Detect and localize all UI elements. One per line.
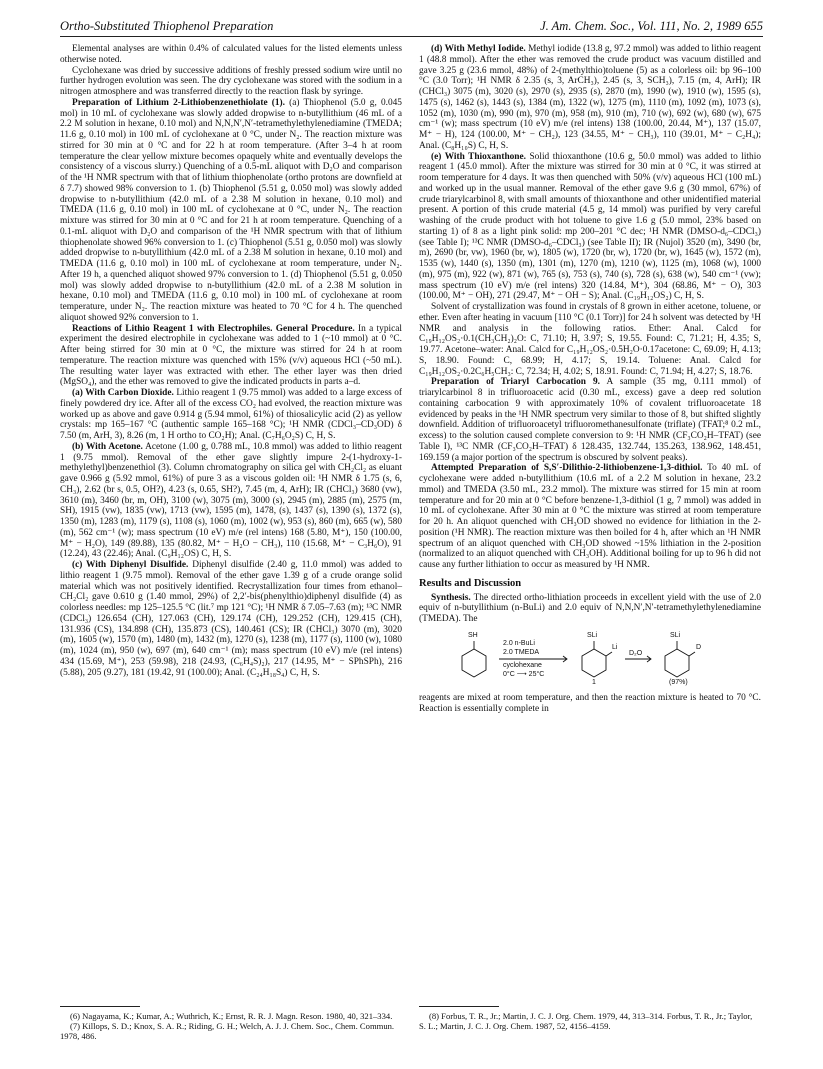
reaction-scheme — [419, 629, 761, 687]
sh-label: SH — [468, 631, 478, 639]
benzene-ring-deuterated — [665, 649, 689, 677]
reagent-label: 2.0 n-BuLi — [503, 639, 535, 647]
paragraph: Cyclohexane was dried by successive additions of freshly pressed sodium wire until no further hydrogen evolution was seen. The dry cyclohexane was stored with the sodium in a nitrogen atmosphere and was transferred directly to the reaction flask by syringe. — [60, 65, 402, 97]
paragraph — [60, 388, 402, 442]
footnotes-left — [60, 1006, 402, 1041]
temperature-label: 0°C ⟶ 25°C — [503, 670, 545, 678]
paragraph-heading: Synthesis. — [431, 592, 471, 603]
solvent-label: cyclohexane — [503, 661, 542, 669]
paragraph — [60, 442, 402, 560]
paragraph-body: Lithio reagent 1 (9.75 mmol) was added to a large excess of finely powdered dry ice. After all of the excess CO₂ had evolved, the reaction mixture was worked up as above and gave 0.914 g (5.94 mmol, 61%) of thiosalicylic acid (2) as yellow crystals: mp 165–167 °C (authentic sample 165–168 °C); ¹H NMR (CDCl₃–CD₃OD) δ 7.50 (m, ArH, 3), 8.26 (m, 1 H ortho to CO₂H); Anal. (C₇H₆O₂S) C, H, S. — [60, 388, 402, 441]
paragraph-heading: Reactions of Lithio Reagent 1 with Electrophiles. General Procedure. — [72, 323, 355, 334]
paragraph — [419, 463, 761, 571]
journal-citation: J. Am. Chem. Soc., Vol. 111, No. 2, 1989 655 — [540, 19, 763, 33]
running-title: Ortho-Substituted Thiophenol Preparation — [60, 19, 274, 33]
paragraph — [419, 152, 761, 303]
paragraph-heading: Attempted Preparation of S,S′-Dilithio-2-lithiobenzene-1,3-dithiol. — [431, 463, 703, 474]
paragraph: Elemental analyses are within 0.4% of calculated values for the listed elements unless otherwise noted. — [60, 44, 402, 65]
paragraph-body: In a typical experiment the desired electrophile in cyclohexane was added to 1 (~10 mmol) at 0 °C. After being stirred for 30 min at 0 °C, the mixture was stirred for 24 h at room temperature. The reaction mixture was quenched with 15% (v/v) aqueous HCl (~50 mL). The resulting water layer was extracted with ether. The ether layer was then dried (MgSO₄), and the ether was removed to give the indicated products in parts a–d. — [60, 323, 402, 388]
benzene-ring-thiophenol — [462, 649, 486, 677]
right-column — [419, 44, 761, 714]
footnote: (7) Killops, S. D.; Knox, S. A. R.; Riding, G. H.; Welch, A. J. J. Chem. Soc., Chem. Commun. 1978, 486. — [60, 1021, 395, 1041]
section-heading: Results and Discussion — [419, 577, 522, 589]
deuterium-label: D — [696, 643, 702, 651]
paragraph — [419, 377, 761, 463]
quench-label: D₂O — [629, 649, 643, 657]
footnote: (6) Nagayama, K.; Kumar, A.; Wuthrich, K.; Ernst, R. R. J. Magn. Reson. 1980, 40, 321–334. — [70, 1011, 393, 1021]
compound-number: 1 — [592, 678, 596, 686]
paragraph-heading: Preparation of Triaryl Carbocation 9. — [431, 377, 600, 388]
sli-label: SLi — [587, 631, 598, 639]
paragraph-body: Solid thioxanthone (10.6 g, 50.0 mmol) was added to lithio reagent 1 (45.0 mmol). After the mixture was stirred for 30 min at 0 °C, it was stirred at room temperature for 4 days. It was then quenched with 50% (v/v) aqueous HCl (100 mL) and worked up in the usual manner. Removal of the ether gave 9.6 g (30 mmol, 67%) of crude triarylcarbinol 8, with small amounts of thioxanthone and other unidentified material present. A portion of this crude material (4.5 g, 14 mmol) was purified by very careful washing of the crude product with hot toluene to give 1.6 g (5.0 mmol, 23% based on starting 1) of 8 as a light pink solid: mp 200–201 °C dec; ¹H NMR (DMSO-d₆–CDCl₃) (see Table I); ¹³C NMR (DMSO-d₆–CDCl₃) (see Table II); IR (Nujol) 3520 (m), 3490 (br, m), 2690 (br, vw), 1960 (br, w), 1805 (w), 1720 (br, w), 1720 (br, w), 1645 (w), 1572 (m), 1535 (w), 1440 (s), 1350 (m), 1301 (m), 1270 (m), 1210 (w), 1125 (m), 1068 (w), 1000 (m), 975 (m), 922 (w), 871 (w), 765 (s), 753 (s), 740 (s), 728 (s), 638 (w), 540 cm⁻¹ (vw); mass spectrum (10 eV) m/e (rel intens) 320 (14.84, M⁺), 304 (68.86, M⁺ − O), 303 (100.00, M⁺ − OH), 271 (29.47, M⁺ − OH − S); Anal. (C₁₉H₁₂OS₂) C, H, S. — [419, 151, 762, 302]
paragraph-body: (a) Thiophenol (5.0 g, 0.045 mol) in 10 mL of cyclohexane was slowly added dropwise to n-butyllithium (46 mL of a 2.2 M solution in hexane, 0.10 mol) and N,N,N′,N′-tetramethylethylenediamine (TMEDA; 11.6 g, 0.10 mol) in 100 mL of cyclohexane at 0 °C, under N₂. The reaction mixture was stirred for 30 min at 0 °C and for 22 h at room temperature. (After 3–4 h at room temperature the clear yellow mixture becomes opaquely white and eventually develops the consistency of a viscous slurry.) Quenching of a 0.5-mL aliquot with D₂O and comparison of the ¹H NMR spectrum with that of lithium thiophenolate (ortho protons are downfield at δ 7.7) showed 98% conversion to 1. (b) Thiophenol (5.51 g, 0.050 mol) was slowly added dropwise to n-butyllithium (42.0 mL of a 2.38 M solution in hexane, 0.10 mol) and TMEDA (11.6 g, 0.10 mol) in 100 mL of cyclohexane at 0 °C, under N₂. The reaction mixture was stirred for 30 min at 0 °C and for 21 h at room temperature. Quenching of a 0.1-mL aliquot with D₂O and comparison of the ¹H NMR spectrum with that of lithium thiophenolate showed 96% conversion to 1. (c) Thiophenol (5.51 g, 0.050 mol) was slowly added dropwise to n-butyllithium (42.0 mL of a 2.38 M solution in hexane, 0.10 mol) and TMEDA (11.6 g, 0.10 mol) in 100 mL of cyclohexane at room temperature, under N₂. After 19 h, a quenched aliquot showed 97% conversion to 1. (d) Thiophenol (5.51 g, 0.050 mol) was slowly added dropwise to n-butyllithium (42.0 mL of a 2.38 M solution in hexane, 0.10 mol) and TMEDA (11.6 g, 0.10 mol) in 100 mL of cyclohexane at room temperature, under N₂. The reaction mixture was heated to 70 °C for 4 h. The quenched aliquot showed 92% conversion to 1. — [60, 97, 402, 323]
paragraph-body: Methyl iodide (13.8 g, 97.2 mmol) was added to lithio reagent 1 (48.8 mmol). After the ether was removed the crude product was vacuum distilled and gave 3.25 g (23.6 mmol, 48%) of 2-(methylthio)toluene (5) as a colorless oil: bp 96–100 °C (3.0 Torr); ¹H NMR δ 2.35 (s, 3, ArCH₃), 2.45 (s, 3, SCH₃), 7.15 (m, 4, ArH); IR (CHCl₃) 3075 (m), 3020 (s), 2970 (s), 2935 (s), 2870 (m), 1990 (w), 1910 (w), 1595 (s), 1475 (s), 1462 (s), 1443 (s), 1384 (m), 1322 (w), 1275 (m), 1110 (m), 1092 (m), 1073 (s), 1052 (m), 1030 (m), 990 (m), 970 (m), 958 (m), 910 (m), 710 (w), 692 (w), 680 (w), 675 cm⁻¹ (w); mass spectrum (10 eV) m/e (rel intens) 138 (100.00, 20.44, M⁺), 137 (15.07, M⁺ − H), 124 (100.00, M⁺ − CH₂), 123 (34.55, M⁺ − CH₃), 110 (39.01, M⁺ − C₂H₄); Anal. (C₈H₁₀S) C, H, S. — [419, 44, 761, 151]
benzene-ring-dilithio — [582, 649, 606, 677]
reagent-label: 2.0 TMEDA — [503, 648, 540, 656]
sli-label: SLi — [670, 631, 681, 639]
paragraph — [60, 324, 402, 389]
footnote-rule — [60, 1006, 140, 1007]
running-header — [60, 15, 763, 37]
paragraph-body: Diphenyl disulfide (2.40 g, 11.0 mmol) was added to lithio reagent 1 (9.75 mmol). Removal of the ether gave 1.39 g of a crude orange solid material which was not positively identified. Recrystallization four times from ethanol–CH₂Cl₂ gave 0.610 g (1.40 mmol, 29%) of 2,2′-bis(phenylthio)diphenyl disulfide (4) as colorless needles: mp 125–125.5 °C (lit.⁷ mp 121 °C); ¹H NMR δ 7.05–7.63 (m); ¹³C NMR (CDCl₃) 126.654 (CH), 127.063 (CH), 129.174 (CH), 129.252 (CH), 129.415 (CH), 131.936 (CS), 134.898 (CH), 135.873 (CS), 140.461 (CS); IR (CHCl₃) 3070 (m), 3020 (m), 1605 (w), 1570 (m), 1480 (m), 1432 (m), 1270 (s), 1238 (m), 1177 (s), 1100 (w), 1080 (m), 1024 (m), 950 (w), 697 (m), 640 cm⁻¹ (m); mass spectrum (10 eV) m/e (rel intens) 434 (15.69, M⁺), 253 (59.98), 218 (24.93, (C₆H₄S)₂), 217 (14.95, M⁺ − SPhSPh), 216 (5.88), 205 (9.27), 181 (19.42, 91 (100.00); Anal. (C₂₄H₁₈S₄) C, H, S. — [60, 560, 403, 678]
paragraph — [60, 560, 402, 678]
paragraph-body: Acetone (1.00 g, 0.788 mL, 10.8 mmol) was added to lithio reagent 1 (9.75 mmol). Removal of the ether gave slightly impure 2-(1-hydroxy-1-methylethyl)benzenethiol (3). Column chromatography on silica gel with CH₂Cl₂ as eluant gave 0.966 g (5.92 mmol, 61%) of pure 3 as a viscous golden oil: ¹H NMR δ 1.75 (s, 6, CH₃), 2.62 (br s, 0.5, OH?), 4.23 (s, 0.65, SH?), 7.45 (m, 4, ArH); IR (CHCl₃) 3680 (vw), 3610 (m), 3460 (br, m, OH), 3100 (w), 3075 (m), 3000 (s), 2945 (m), 2885 (m), 2575 (m, SH), 1915 (vw), 1835 (vw), 1713 (vw), 1595 (m), 1478, (s), 1437 (s), 1390 (s), 1372 (s), 1350 (m), 1283 (m), 1179 (s), 1108 (s), 1060 (m), 1002 (w), 953 (s), 860 (m), 665 (w), 580 (m), 562 cm⁻¹ (w); mass spectrum (10 eV) m/e (rel intens) 168 (5.80, M⁺), 150 (100.00, M⁺ − H₂O), 149 (89.88), 135 (80.82, M⁺ − H₂O − CH₃), 110 (15.68, M⁺ − C₃H₆O), 91 (12.24), 43 (22.46); Anal. (C₉H₁₂OS) C, H, S. — [60, 441, 402, 560]
paragraph-heading: (a) With Carbon Dioxide. — [72, 388, 174, 398]
header-rule — [60, 36, 763, 37]
paragraph — [419, 593, 761, 625]
paragraph-body: To 40 mL of cyclohexane were added n-butyllithium (10.6 mL of a 2.2 M solution in hexane, 23.2 mmol) and TMEDA (3.50 mL, 23.2 mmol). The mixture was stirred for 15 min at room temperature and for 20 min at 0 °C before benzene-1,3-dithiol (1 g, 7 mmol) was added in 10 mL of cyclohexane. After 30 min at 0 °C the mixture was stirred at room temperature for 20 h. An aliquot quenched with CH₃OD showed no evidence for lithiation in the 2-position (¹H NMR). The reaction mixture was then boiled for 4 h, after which an ¹H NMR spectrum of an aliquot quenched with CH₃OD showed ~15% lithiation in the 2-position (normalized to an aliquot quenched with CH₃OH). Additional boiling for up to 96 h did not cause any further lithiation to occur as measured by ¹H NMR. — [419, 463, 761, 570]
paragraph-heading: Preparation of Lithium 2-Lithiobenzenethiolate (1). — [72, 97, 285, 108]
paragraph-heading: (b) With Acetone. — [72, 441, 143, 452]
paragraph: Solvent of crystallization was found in crystals of 8 grown in either acetone, toluene, or ether. Even after heating in vacuum [110 °C (0.1 Torr)] for 24 h solvent was detected by ¹H NMR and analysis in the following ratios. Ether: Anal. Calcd for C₁₉H₁₂OS₂·0.1(CH₃CH₂)₂O: C, 71.10; H, 3.97; S, 19.55. Found: C, 71.21; H, 4.35; S, 19.77. Acetone–water: Anal. Calcd for C₁₉H₁₂OS₂·0.5H₂O·0.17acetone: C, 69.09; H, 4.13; S, 18.90. Found: C, 68.99; H, 4.17; S, 19.14. Toluene: Anal. Calcd for C₁₉H₁₂OS₂·0.2C₆H₅CH₃: C, 72.34; H, 4.02; S, 18.91. Found: C, 71.94; H, 4.27; S, 18.76. — [419, 302, 761, 377]
paragraph-heading: (d) With Methyl Iodide. — [431, 44, 526, 54]
paragraph — [60, 98, 402, 324]
yield-label: (97%) — [669, 678, 688, 686]
paragraph — [419, 44, 761, 152]
footnotes-right — [419, 1006, 761, 1031]
paragraph-heading: (e) With Thioxanthone. — [431, 151, 526, 162]
footnote: (8) Forbus, T. R., Jr.; Martin, J. C. J. Org. Chem. 1979, 44, 313–314. Forbus, T. R., Jr.; Taylor, S. L.; Martin, J. C. J. Org. Chem. 1987, 52, 4156–4159. — [419, 1011, 753, 1031]
footnote-rule — [419, 1006, 499, 1007]
paragraph-body: The directed ortho-lithiation proceeds in excellent yield with the use of 2.0 equiv of n-butyllithium (n-BuLi) and 2.0 equiv of N,N,N′,N′-tetramethylethylenediamine (TMEDA). The — [419, 592, 761, 624]
paragraph: reagents are mixed at room temperature, and then the reaction mixture is heated to 70 °C. Reaction is essentially complete in — [419, 692, 761, 714]
paragraph-heading: (c) With Diphenyl Disulfide. — [72, 560, 189, 570]
paragraph-body: A sample (35 mg, 0.111 mmol) of triarylcarbinol 8 in trifluoroacetic acid (0.30 mL, excess) gave a deep red solution containing carbocation 9 with approximately 10% of covalent trifluoroacetate 18 evidenced by peaks in the ¹H NMR spectrum very similar to those of 8, but shifted slightly downfield. Addition of trifluoroacetyl trifluoromethanesulfonate (triflate) (TFAT;⁸ 0.2 mL, excess) to the solution caused complete conversion to 9: ¹H NMR (CF₃CO₂H–TFAT) (see Table I), ¹³C NMR (CF₃CO₂H–TFAT) δ 128.435, 132.744, 135.263, 138.962, 148.451, 169.159 (a major portion of the spectrum is obscured by solvent peaks). — [419, 377, 761, 463]
left-column — [60, 44, 402, 678]
li-label: Li — [612, 643, 618, 651]
